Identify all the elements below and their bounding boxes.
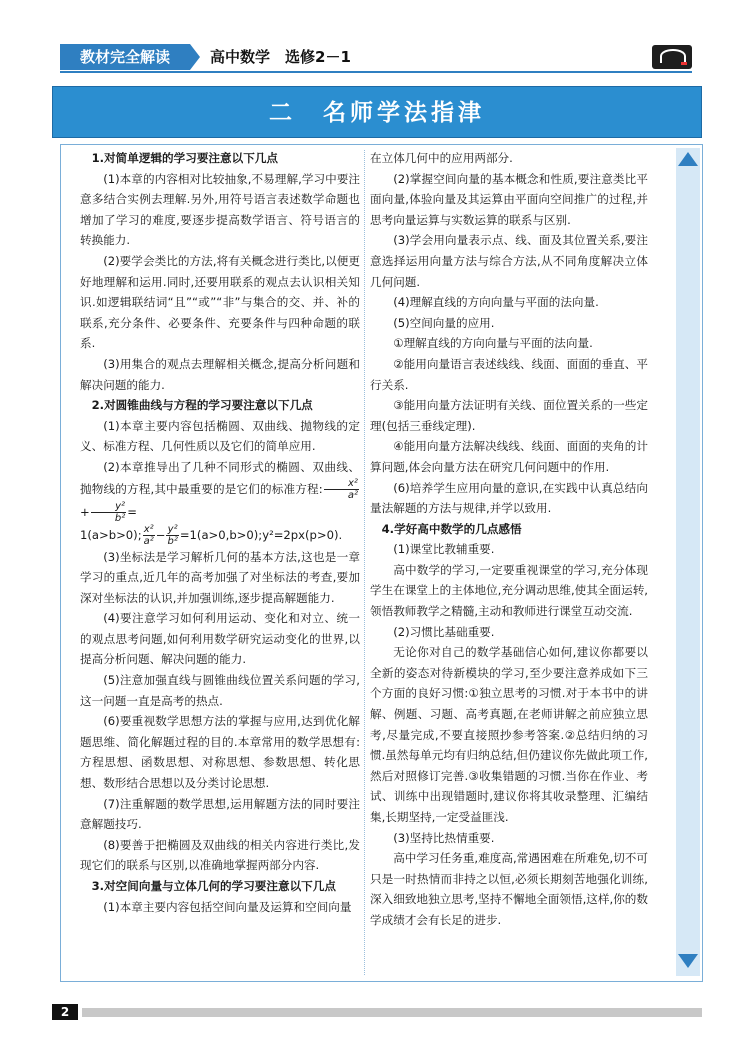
hyperbola-parabola-condition: =1(a>0,b>0);y²=2px(p>0). (179, 527, 343, 542)
footer-bar (82, 1008, 702, 1017)
minus-sign: − (155, 527, 166, 542)
numerator: x² (324, 478, 359, 490)
page-footer (52, 1004, 702, 1020)
heading-conics: 2.对圆锥曲线与方程的学习要注意以下几点 (91, 398, 313, 413)
scroll-up-arrow-icon[interactable] (678, 152, 698, 166)
book-subtitle: 高中数学 选修2－1 (210, 48, 351, 66)
plus-sign: + (80, 504, 90, 519)
fraction-x2-a2-hyperbola (143, 524, 155, 547)
paragraph: (1)课堂比教辅重要. (393, 542, 495, 557)
paragraph: (6)要重视数学思想方法的掌握与应用,达到优化解题思维、简化解题过程的目的.本章常用的数学思想有:方程思想、函数思想、对称思想、参数思想、转化思想、数形结合思想以及分类讨论思想. (80, 714, 360, 791)
paragraph: 无论你对自己的数学基础信心如何,建议你都要以全新的姿态对待新模块的学习,至少要注意养成如下三个方面的良好习惯:①独立思考的习惯.对于本书中的讲解、例题、习题、高考真题,在老师讲解之前应独立思考,尽量完成,不要直接照抄参考答案.②总结归纳的习惯.虽然每单元均有归纳总结,但仍建议你先做此项工作,然后对照修订完善.③收集错题的习惯.当你在作业、考试、训练中出现错题时,建议你将其收录整理、汇编结集,长期坚持,一定受益匪浅. (370, 645, 648, 824)
section-title: 二 名师学法指津 (269, 100, 485, 126)
paragraph: (8)要善于把椭圆及双曲线的相关内容进行类比,发现它们的联系与区别,以准确地掌握两部分内容. (80, 837, 360, 873)
scroll-down-arrow-icon[interactable] (678, 954, 698, 968)
paragraph: 高中学习任务重,难度高,常遇困难在所难免,切不可只是一时热情而非持之以恒,必须长期刻苦地强化训练,深入细致地独立思考,坚持不懈地全面领悟,这样,你的数学成绩才会有长足的进步. (370, 851, 648, 927)
page-number: 2 (52, 1004, 78, 1020)
paragraph: ③能用向量方法证明有关线、面位置关系的一些定理(包括三垂线定理). (370, 398, 648, 433)
fraction-x2-a2 (324, 478, 359, 501)
denominator: a² (143, 535, 154, 547)
logo-accent (681, 62, 687, 65)
paragraph: (5)注意加强直线与圆锥曲线位置关系问题的学习,这一问题一直是高考的热点. (80, 673, 360, 708)
right-column (370, 148, 648, 931)
paragraph: (2)习惯比基础重要. (393, 624, 495, 639)
paragraph: ④能用向量方法解决线线、线面、面面的夹角的计算问题,体会向量方法在研究几何问题中的作用. (370, 439, 648, 474)
paragraph: (1)本章的内容相对比较抽象,不易理解,学习中要注意多结合实例去理解.另外,用符号语言表述数学命题也增加了学习的难度,要逐步提高数学语言、符号语言的转换能力. (80, 171, 360, 248)
heading-logic: 1.对简单逻辑的学习要注意以下几点 (91, 151, 278, 165)
heading-vectors: 3.对空间向量与立体几何的学习要注意以下几点 (91, 879, 336, 893)
paragraph: (3)坚持比热情重要. (393, 830, 495, 845)
paragraph: (3)学会用向量表示点、线、面及其位置关系,要注意选择运用向量方法与综合方法,从不同角度解决立体几何问题. (370, 233, 648, 289)
paragraph: ①理解直线的方向向量与平面的法向量. (393, 336, 593, 351)
paragraph: 高中数学的学习,一定要重视课堂的学习,充分体现学生在课堂上的主体地位,充分调动思维,使其全面运转,领悟教师教学之精髓,主动和教师进行课堂互动交流. (370, 562, 648, 619)
formula-intro: (2)本章推导出了几种不同形式的椭圆、双曲线、抛物线的方程,其中最重要的是它们的标准方程: (80, 459, 360, 496)
formula-line (80, 524, 360, 547)
denominator: b² (167, 535, 178, 547)
equals-sign: = (127, 504, 137, 519)
book-series-tab: 教材完全解读 (60, 44, 190, 70)
paragraph: (1)本章主要内容包括空间向量及运算和空间向量 (103, 899, 352, 914)
ellipse-condition: 1(a>b>0); (80, 527, 142, 542)
paragraph: (1)本章主要内容包括椭圆、双曲线、抛物线的定义、标准方程、几何性质以及它们的简单应用. (80, 418, 360, 454)
scrollbar[interactable] (676, 148, 700, 976)
publisher-logo-icon (652, 45, 692, 69)
fraction-y2-b2-hyperbola (166, 524, 178, 547)
denominator: a² (347, 489, 358, 501)
paragraph: (3)坐标法是学习解析几何的基本方法,这也是一章学习的重点,近几年的高考加强了对坐标法的考查,要加深对坐标法的认识,并加强训练,逐步提高解题能力. (80, 549, 360, 605)
paragraph: (4)要注意学习如何利用运动、变化和对立、统一的观点思考问题,如何利用数学研究运动变化的世界,以提高分析问题、解决问题的能力. (80, 611, 360, 667)
paragraph: (6)培养学生应用向量的意识,在实践中认真总结向量法解题的方法与规律,并学以致用. (370, 480, 648, 516)
paragraph: (2)掌握空间向量的基本概念和性质,要注意类比平面向量,体验向量及其运算由平面向空间推广的过程,并思考向量运算与实数运算的联系与区别. (370, 171, 648, 227)
paragraph: (4)理解直线的方向向量与平面的法向量. (393, 295, 599, 310)
paragraph: (3)用集合的观点去理解相关概念,提高分析问题和解决问题的能力. (80, 356, 360, 392)
paragraph: (7)注重解题的数学思想,运用解题方法的同时要注意解题技巧. (80, 796, 360, 832)
paragraph: (5)空间向量的应用. (393, 315, 495, 330)
section-banner (52, 86, 702, 138)
tab-notch (190, 44, 200, 70)
paragraph: 在立体几何中的应用两部分. (370, 151, 513, 165)
logo-arc (660, 49, 686, 63)
column-divider (364, 150, 365, 975)
left-column (80, 148, 360, 917)
paragraph: ②能用向量语言表述线线、线面、面面的垂直、平行关系. (370, 356, 648, 392)
page-header (60, 44, 692, 70)
heading-insights: 4.学好高中数学的几点感悟 (381, 521, 522, 536)
paragraph: (2)要学会类比的方法,将有关概念进行类比,以便更好地理解和运用.同时,还要用联系的观点去认识相关知识.如逻辑联结词“且”“或”“非”与集合的交、并、补的联系,充分条件、必要条件、充要条件与四种命题的联系. (80, 253, 360, 351)
fraction-y2-b2 (91, 501, 127, 524)
numerator: y² (91, 501, 127, 513)
numerator: y² (167, 523, 178, 535)
numerator: x² (143, 523, 154, 535)
paragraph-formula (80, 457, 360, 524)
header-rule (60, 71, 692, 73)
denominator: b² (114, 512, 126, 524)
